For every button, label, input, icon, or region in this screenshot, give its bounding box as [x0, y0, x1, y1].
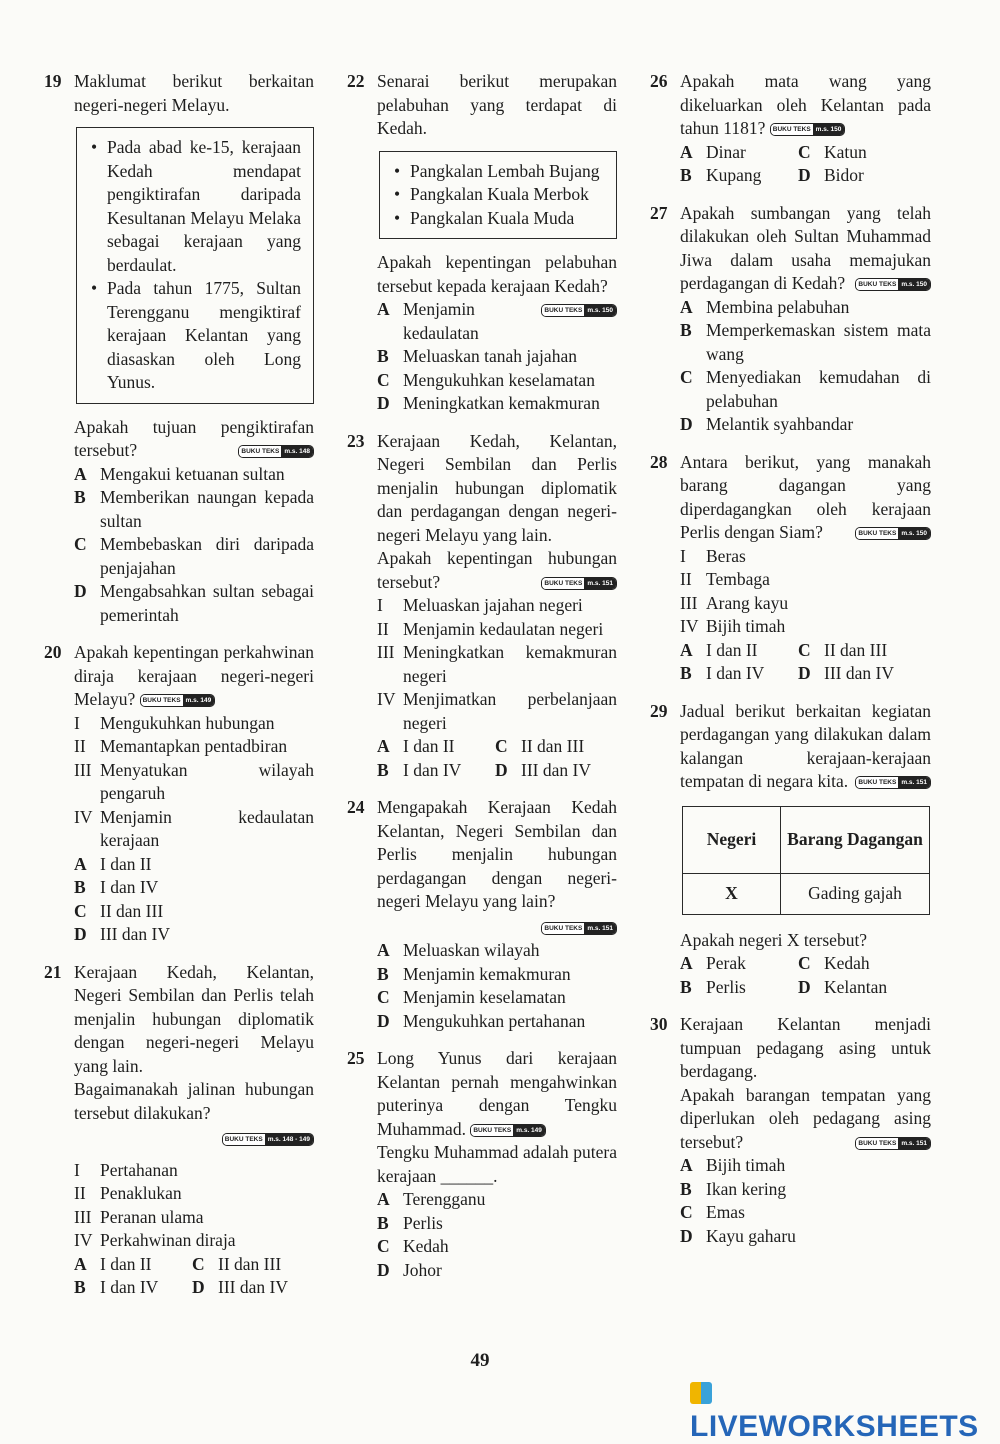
question-22 — [345, 70, 617, 416]
question-25 — [345, 1047, 617, 1282]
option-a[interactable]: A I dan II — [74, 1253, 152, 1274]
column-1 — [42, 70, 314, 1300]
textbook-ref-badge: BUKU TEKS m.s. 149 — [140, 694, 216, 707]
question-20 — [42, 641, 314, 947]
statement-ii: II Penaklukan — [74, 1183, 182, 1203]
statement-i: I Mengukuhkan hubungan — [74, 712, 275, 733]
option-c[interactable]: C Membebaskan diri daripada penjajahan — [74, 534, 314, 578]
info-bullet: • Pada tahun 1775, Sultan Terengganu mengiktiraf kerajaan Kelantan yang diasaskan oleh Long Yunus. — [107, 277, 301, 395]
option-d[interactable]: D Bidor — [798, 165, 864, 185]
question-prompt: Apakah kepentingan pelabuhan tersebut kepada kerajaan Kedah? BUKU TEKS m.s. 150 — [377, 251, 617, 298]
statement-iv: IV Menjamin kedaulatan kerajaan — [74, 806, 314, 850]
statement-iv: IV Bijih timah — [680, 616, 786, 636]
option-b[interactable]: B Meluaskan tanah jajahan — [377, 346, 577, 366]
statement-iii: III Meningkatkan kemakmuran negeri — [377, 642, 617, 686]
question-prompt: Apakah negeri X tersebut? — [680, 929, 868, 950]
option-b[interactable]: B I dan IV — [74, 877, 159, 897]
option-d[interactable]: D III dan IV — [495, 759, 591, 780]
option-d[interactable]: D Melantik syahbandar — [680, 414, 854, 434]
statement-ii: II Tembaga — [680, 569, 770, 589]
option-c[interactable]: C II dan III — [798, 639, 888, 660]
statement-i: I Meluaskan jajahan negeri — [377, 595, 583, 615]
table-header-barang: Barang Dagangan — [781, 806, 930, 873]
info-bullet: • Pada abad ke-15, kerajaan Kedah mendapat pengiktirafan daripada Kesultanan Melayu Melaka sebagai kerajaan yang berdaulat. — [107, 136, 301, 277]
textbook-ref-badge: BUKU TEKS m.s. 150 — [770, 123, 846, 136]
question-stem: Kerajaan Kedah, Kelantan, Negeri Sembilan dan Perlis telah menjalin hubungan diplomatik dengan negeri-negeri Melayu yang lain. — [74, 961, 314, 1076]
question-number: 24 — [347, 797, 365, 817]
option-a[interactable]: A Perak — [680, 953, 746, 973]
statement-ii: II Menjamin kedaulatan negeri — [377, 618, 604, 639]
question-stem: Apakah sumbangan yang telah dilakukan oleh Sultan Muhammad Jiwa dalam usaha memajukan perdagangan di Kedah? BUKU TEKS m.s. 150 — [680, 202, 931, 293]
question-number: 27 — [650, 202, 668, 223]
statement-iv: IV Menjimatkan perbelanjaan negeri — [377, 689, 617, 733]
statement-iii: III Peranan ulama — [74, 1206, 204, 1227]
option-d[interactable]: D Kelantan — [798, 976, 888, 997]
textbook-ref-badge: BUKU TEKS m.s. 150 — [855, 527, 931, 540]
textbook-ref-badge: BUKU TEKS m.s. 151 — [541, 577, 617, 590]
question-28 — [648, 451, 931, 686]
question-number: 26 — [650, 71, 668, 91]
option-b[interactable]: B I dan IV — [680, 663, 765, 683]
option-c[interactable]: C II dan III — [192, 1253, 282, 1274]
question-prompt: Apakah kepentingan hubungan tersebut? BUKU TEKS m.s. 151 — [377, 548, 617, 592]
question-21 — [42, 961, 314, 1300]
question-number: 20 — [44, 642, 62, 662]
option-c[interactable]: C II dan III — [495, 736, 585, 756]
textbook-ref-badge: BUKU TEKS m.s. 151 — [855, 776, 931, 789]
statement-iii: III Menyatukan wilayah pengaruh — [74, 759, 314, 803]
option-b[interactable]: B Memperkemaskan sistem mata wang — [680, 320, 931, 364]
question-stem: Antara berikut, yang manakah barang dagangan yang diperdagangkan oleh kerajaan Perlis dengan Siam? BUKU TEKS m.s. 150 — [680, 451, 931, 542]
question-number: 29 — [650, 700, 668, 721]
textbook-ref-badge: BUKU TEKS m.s. 149 — [470, 1124, 546, 1137]
liveworksheets-logo: LIVEWORKSHEETS — [690, 1376, 1000, 1444]
question-number: 30 — [650, 1014, 668, 1034]
question-stem: Kerajaan Kedah, Kelantan, Negeri Sembilan dan Perlis menjalin hubungan diplomatik dan perdagangan dengan negeri-negeri Melayu yang lain. — [377, 430, 617, 545]
question-prompt: Apakah tujuan pengiktirafan tersebut? BUKU TEKS m.s. 148 — [74, 416, 314, 460]
column-3 — [648, 70, 931, 1248]
column-2 — [345, 70, 617, 1282]
info-box — [379, 151, 617, 240]
option-a[interactable]: A Menjamin kedaulatan — [377, 299, 479, 343]
option-d[interactable]: D III dan IV — [74, 924, 170, 944]
question-24 — [345, 796, 617, 1033]
option-b[interactable]: B Kupang — [680, 165, 762, 185]
option-d[interactable]: D Johor — [377, 1259, 442, 1280]
textbook-ref-badge: BUKU TEKS m.s. 150 — [541, 304, 617, 317]
option-b[interactable]: B Ikan kering — [680, 1178, 787, 1199]
option-d[interactable]: D III dan IV — [192, 1277, 288, 1297]
option-a[interactable]: A I dan II — [680, 639, 758, 660]
question-26 — [648, 70, 931, 188]
question-stem: Kerajaan Kelantan menjadi tumpuan pedagang asing untuk berdagang. — [680, 1014, 931, 1081]
textbook-ref-badge: BUKU TEKS m.s. 148 — [238, 445, 314, 458]
question-stem: Mengapakah Kerajaan Kedah Kelantan, Negeri Sembilan dan Perlis menjalin hubungan perdagangan dengan negeri-negeri Melayu yang lain? — [377, 797, 617, 911]
option-c[interactable]: C II dan III — [74, 900, 164, 921]
info-bullet: • Pangkalan Lembah Bujang — [410, 160, 604, 184]
info-box — [76, 127, 314, 404]
question-30 — [648, 1013, 931, 1248]
question-number: 28 — [650, 451, 668, 472]
option-b[interactable]: B I dan IV — [377, 759, 462, 780]
trade-table — [682, 806, 930, 915]
option-d[interactable]: D Mengukuhkan pertahanan — [377, 1010, 586, 1031]
table-cell-item: Gading gajah — [781, 873, 930, 914]
textbook-ref-badge: BUKU TEKS m.s. 151 — [541, 922, 617, 935]
question-27 — [648, 202, 931, 437]
option-c[interactable]: C Menyediakan kemudahan di pelabuhan — [680, 367, 931, 411]
option-b[interactable]: B I dan IV — [74, 1277, 159, 1297]
question-stem: Senarai berikut merupakan pelabuhan yang terdapat di Kedah. — [377, 71, 617, 138]
option-c[interactable]: C Emas — [680, 1202, 745, 1222]
info-bullet: • Pangkalan Kuala Muda — [410, 207, 604, 231]
option-a[interactable]: A I dan II — [74, 853, 152, 874]
option-b[interactable]: B Perlis — [680, 976, 746, 997]
info-bullet: • Pangkalan Kuala Merbok — [410, 183, 604, 207]
option-a[interactable]: A Terengganu — [377, 1189, 486, 1209]
option-b[interactable]: B Perlis — [377, 1212, 443, 1233]
logo-icon — [690, 1382, 712, 1404]
option-d[interactable]: D III dan IV — [798, 663, 894, 683]
question-stem: Apakah mata wang yang dikeluarkan oleh Kelantan pada tahun 1181? BUKU TEKS m.s. 150 — [680, 71, 931, 138]
question-number: 22 — [347, 71, 365, 91]
question-29 — [648, 700, 931, 1000]
table-cell-x: X — [683, 873, 781, 914]
option-c[interactable]: C Kedah — [798, 953, 870, 973]
textbook-ref-badge: BUKU TEKS m.s. 150 — [855, 278, 931, 291]
option-c[interactable]: C Kedah — [377, 1236, 449, 1256]
question-prompt: Apakah barangan tempatan yang diperlukan oleh pedagang asing tersebut? BUKU TEKS m.s. 151 — [680, 1084, 931, 1152]
statement-iii: III Arang kayu — [680, 592, 789, 613]
option-a[interactable]: A Membina pelabuhan — [680, 296, 850, 317]
option-a[interactable]: A Mengakui ketuanan sultan — [74, 463, 285, 484]
option-d[interactable]: D Kayu gaharu — [680, 1225, 796, 1246]
option-c[interactable]: C Mengukuhkan keselamatan — [377, 369, 595, 390]
option-a[interactable]: A I dan II — [377, 736, 455, 756]
statement-i: I Pertahanan — [74, 1159, 178, 1180]
textbook-ref-badge: BUKU TEKS m.s. 148 - 149 — [222, 1133, 314, 1146]
option-c[interactable]: C Menjamin keselamatan — [377, 987, 566, 1007]
textbook-ref-badge: BUKU TEKS m.s. 151 — [855, 1137, 931, 1150]
option-a[interactable]: A Bijih timah — [680, 1155, 786, 1175]
option-c[interactable]: C Katun — [798, 141, 867, 162]
question-prompt: Bagaimanakah jalinan hubungan tersebut dilakukan? — [74, 1079, 314, 1123]
question-23 — [345, 430, 617, 783]
table-header-negeri: Negeri — [683, 806, 781, 873]
statement-iv: IV Perkahwinan diraja — [74, 1230, 236, 1250]
option-a[interactable]: A Meluaskan wilayah — [377, 940, 540, 960]
statement-ii: II Memantapkan pentadbiran — [74, 736, 288, 756]
option-d[interactable]: D Mengabsahkan sultan sebagai pemerintah — [74, 581, 314, 625]
question-number: 19 — [44, 71, 62, 91]
question-stem: Jadual berikut berkaitan kegiatan perdagangan yang dilakukan dalam kalangan kerajaan-kerajaan tempatan di negara kita. BUKU TEKS m.s. 151 — [680, 700, 931, 791]
question-19 — [42, 70, 314, 627]
question-number: 23 — [347, 430, 365, 451]
statement-i: I Beras — [680, 545, 746, 566]
question-number: 21 — [44, 961, 62, 982]
option-d[interactable]: D Meningkatkan kemakmuran — [377, 393, 600, 413]
page-number: 49 — [470, 1350, 490, 1371]
option-b[interactable]: B Memberikan naungan kepada sultan — [74, 487, 314, 531]
question-number: 25 — [347, 1048, 365, 1068]
question-stem: Maklumat berikut berkaitan negeri-negeri Melayu. — [74, 71, 314, 115]
question-prompt: Tengku Muhammad adalah putera kerajaan ______. — [377, 1142, 617, 1186]
question-stem: Apakah kepentingan perkahwinan diraja kerajaan negeri-negeri Melayu? BUKU TEKS m.s. 149 — [74, 642, 314, 709]
option-a[interactable]: A Dinar — [680, 141, 746, 162]
option-b[interactable]: B Menjamin kemakmuran — [377, 963, 571, 984]
question-stem: Long Yunus dari kerajaan Kelantan pernah mengahwinkan puterinya dengan Tengku Muhammad. BUKU TEKS m.s. 149 — [377, 1048, 617, 1139]
